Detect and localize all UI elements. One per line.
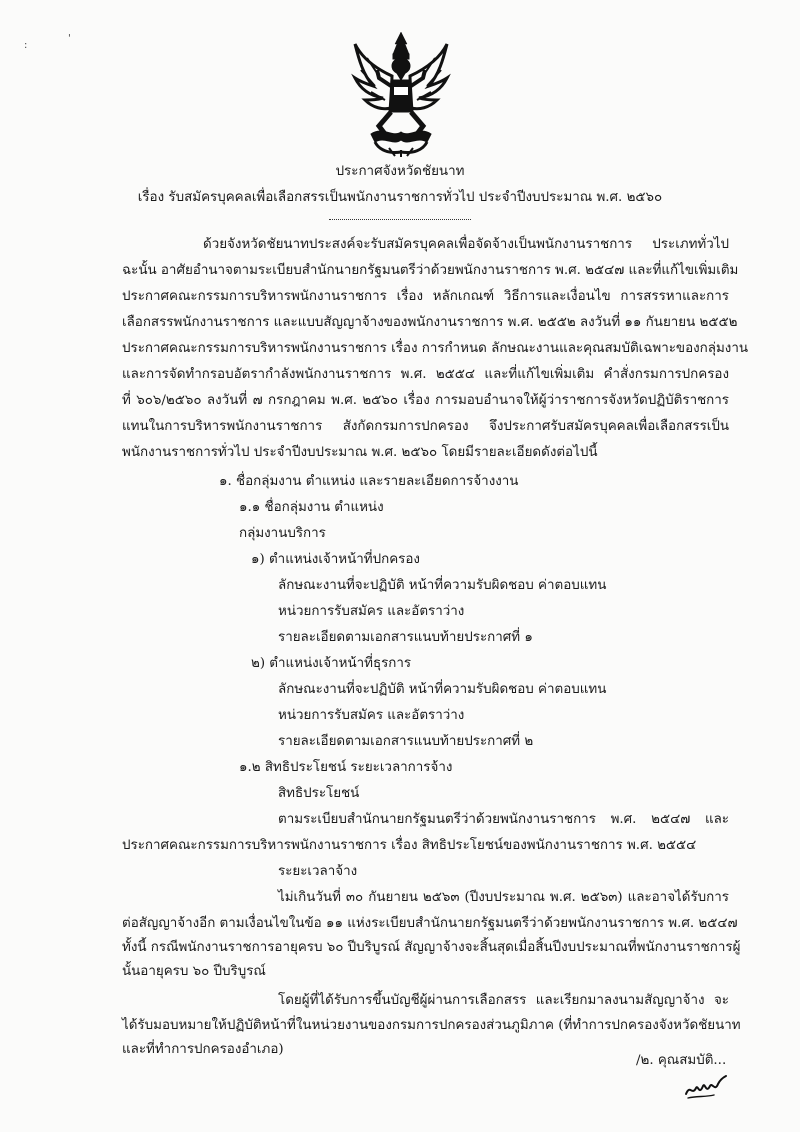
term-text: ไม่เกินวันที่ ๓๐ กันยายน ๒๕๖๓ (ปีงบประมาณ พ.ศ. ๒๕๖๓) และอาจได้รับการ xyxy=(278,890,729,905)
preamble-line: ประกาศคณะกรรมการบริหารพนักงานราชการ เรื่อง การกำหนด ลักษณะงานและคุณสมบัติเฉพาะของกลุ่มงาน xyxy=(122,341,749,356)
subsection-heading: ๑.๑ ชื่อกลุ่มงาน ตำแหน่ง xyxy=(239,500,384,515)
position-detail: รายละเอียดตามเอกสารแนบท้ายประกาศที่ ๒ xyxy=(278,734,534,749)
announcement-subject: เรื่อง รับสมัครบุคคลเพื่อเลือกสรรเป็นพนักงานราชการทั่วไป ประจำปีงบประมาณ พ.ศ. ๒๕๖๐ xyxy=(137,190,663,205)
scan-speck: : xyxy=(24,40,28,51)
preamble-line: ฉะนั้น อาศัยอำนาจตามระเบียบสำนักนายกรัฐมนตรีว่าด้วยพนักงานราชการ พ.ศ. ๒๕๔๗ และที่แก้ไขเพิ่มเติม xyxy=(122,263,739,278)
term-text: ต่อสัญญาจ้างอีก ตามเงื่อนไขในข้อ ๑๑ แห่งระเบียบสำนักนายกรัฐมนตรีว่าด้วยพนักงานราชการ พ.ศ. ๒๕๔๗ xyxy=(122,916,738,931)
benefits-text: ตามระเบียบสำนักนายกรัฐมนตรีว่าด้วยพนักงานราชการ พ.ศ. ๒๕๔๗ และ xyxy=(278,812,729,827)
term-label: ระยะเวลาจ้าง xyxy=(278,864,358,879)
announcement-title: ประกาศจังหวัดชัยนาท xyxy=(335,164,465,179)
initials-signature xyxy=(684,1072,728,1102)
preamble-line: เลือกสรรพนักงานราชการ และแบบสัญญาจ้างของพนักงานราชการ พ.ศ. ๒๕๕๒ ลงวันที่ ๑๑ กันยายน ๒๕๕๒ xyxy=(122,315,738,330)
position-detail: ลักษณะงานที่จะปฏิบัติ หน้าที่ความรับผิดชอบ ค่าตอบแทน xyxy=(278,578,607,593)
assignment-text: และที่ทำการปกครองอำเภอ) xyxy=(122,1042,284,1057)
term-text: นั้นอายุครบ ๖๐ ปีบริบูรณ์ xyxy=(122,964,266,979)
preamble-line: และการจัดทำกรอบอัตรากำลังพนักงานราชการ พ.ศ. ๒๕๕๔ และที่แก้ไขเพิ่มเติม คำสั่งกรมการปกครอง xyxy=(122,367,729,382)
garuda-emblem xyxy=(349,30,453,158)
preamble-line: ด้วยจังหวัดชัยนาทประสงค์จะรับสมัครบุคคลเพื่อจัดจ้างเป็นพนักงานราชการ ประเภททั่วไป xyxy=(203,237,729,252)
continuation-note: /๒. คุณสมบัติ... xyxy=(636,1053,727,1068)
position-title: ๑) ตำแหน่งเจ้าหน้าที่ปกครอง xyxy=(251,552,420,567)
preamble-line: ประกาศคณะกรรมการบริหารพนักงานราชการ เรื่อง หลักเกณฑ์ วิธีการและเงื่อนไข การสรรหาและการ xyxy=(122,289,729,304)
benefits-text: ประกาศคณะกรรมการบริหารพนักงานราชการ เรื่อง สิทธิประโยชน์ของพนักงานราชการ พ.ศ. ๒๕๕๔ xyxy=(122,838,697,853)
position-detail: รายละเอียดตามเอกสารแนบท้ายประกาศที่ ๑ xyxy=(278,630,533,645)
term-text: ทั้งนี้ กรณีพนักงานราชการอายุครบ ๖๐ ปีบริบูรณ์ สัญญาจ้างจะสิ้นสุดเมื่อสิ้นปีงบประมาณที่พนักงานราชการผู้ xyxy=(122,940,741,955)
divider xyxy=(329,219,471,220)
assignment-text: โดยผู้ที่ได้รับการขึ้นบัญชีผู้ผ่านการเลือกสรร และเรียกมาลงนามสัญญาจ้าง จะ xyxy=(278,993,729,1008)
scan-speck: ' xyxy=(68,33,71,44)
preamble-line: ที่ ๖๐๖/๒๕๖๐ ลงวันที่ ๗ กรกฎาคม พ.ศ. ๒๕๖๐ เรื่อง การมอบอำนาจให้ผู้ว่าราชการจังหวัดปฏิบัติราชการ xyxy=(122,393,729,408)
section-heading: ๑. ชื่อกลุ่มงาน ตำแหน่ง และรายละเอียดการจ้างงาน xyxy=(219,474,519,489)
subsection-heading: ๑.๒ สิทธิประโยชน์ ระยะเวลาการจ้าง xyxy=(239,760,453,775)
benefits-label: สิทธิประโยชน์ xyxy=(278,786,360,801)
position-title: ๒) ตำแหน่งเจ้าหน้าที่ธุรการ xyxy=(251,656,412,671)
assignment-text: ได้รับมอบหมายให้ปฏิบัติหน้าที่ในหน่วยงานของกรมการปกครองส่วนภูมิภาค (ที่ทำการปกครองจังหวัดชัยนาท xyxy=(122,1018,741,1033)
group-name: กลุ่มงานบริการ xyxy=(239,526,326,541)
preamble-line: แทนในการบริหารพนักงานราชการ สังกัดกรมการปกครอง จึงประกาศรับสมัครบุคคลเพื่อเลือกสรรเป็น xyxy=(122,419,729,434)
position-detail: หน่วยการรับสมัคร และอัตราว่าง xyxy=(278,708,465,723)
position-detail: หน่วยการรับสมัคร และอัตราว่าง xyxy=(278,604,465,619)
preamble-line: พนักงานราชการทั่วไป ประจำปีงบประมาณ พ.ศ. ๒๕๖๐ โดยมีรายละเอียดดังต่อไปนี้ xyxy=(122,445,598,460)
position-detail: ลักษณะงานที่จะปฏิบัติ หน้าที่ความรับผิดชอบ ค่าตอบแทน xyxy=(278,682,607,697)
